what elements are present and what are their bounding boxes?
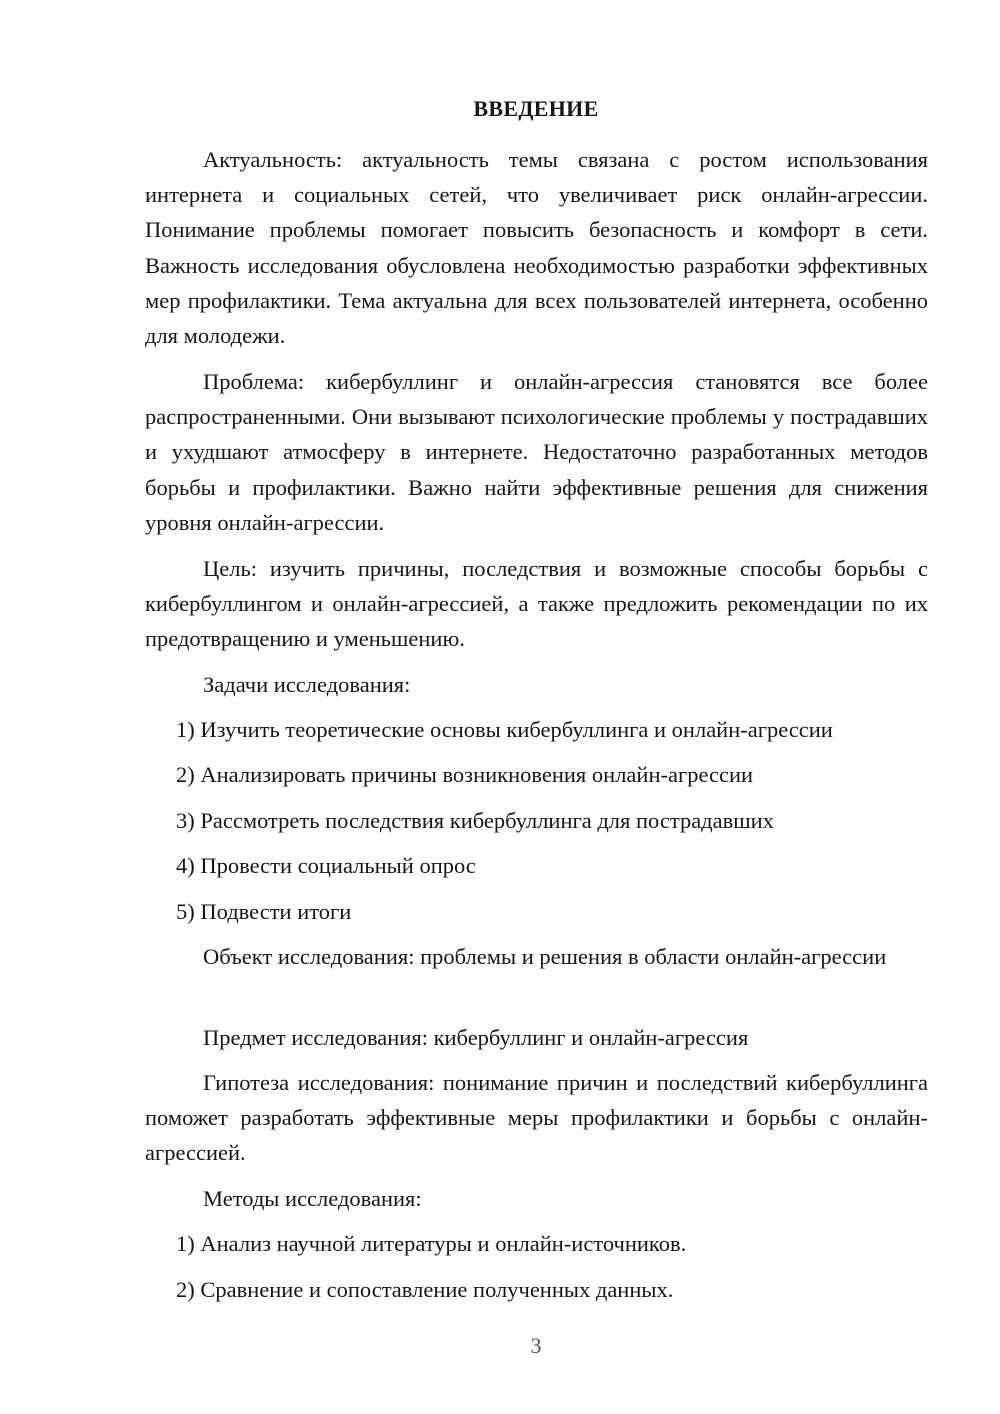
paragraph-problem: Проблема: кибербуллинг и онлайн-агрессия становятся все более распространенными. Они вызывают психологические проблемы у пострадавших и ухудшают атмосферу в интернете. Недостаточно разработанных методов борьбы и профилактики. Важно найти эффективные решения для снижения уровня онлайн-агрессии.	[145, 369, 928, 535]
paragraph-relevance: Актуальность: актуальность темы связана с ростом использования интернета и социальных сетей, что увеличивает риск онлайн-агрессии. Понимание проблемы помогает повысить безопасность и комфорт в сети. Важность исследования обусловлена необходимостью разработки эффективных мер профилактики. Тема актуальна для всех пользователей интернета, особенно для молодежи.	[145, 147, 928, 349]
list-item: 3) Рассмотреть последствия кибербуллинга для пострадавших	[176, 808, 774, 833]
paragraph-hypothesis: Гипотеза исследования: понимание причин и последствий кибербуллинга поможет разработать эффективные меры профилактики и борьбы с онлайн-агрессией.	[145, 1070, 928, 1166]
list-item: 4) Провести социальный опрос	[176, 853, 476, 878]
page-number: 3	[530, 1333, 542, 1358]
paragraph-subject: Предмет исследования: кибербуллинг и онлайн-агрессия	[203, 1025, 749, 1050]
list-item: 1) Анализ научной литературы и онлайн-источников.	[176, 1231, 687, 1256]
list-item: 2) Анализировать причины возникновения онлайн-агрессии	[176, 762, 754, 787]
list-item: 5) Подвести итоги	[176, 899, 352, 924]
list-item: 2) Сравнение и сопоставление полученных данных.	[176, 1277, 674, 1302]
paragraph-goal: Цель: изучить причины, последствия и возможные способы борьбы с кибербуллингом и онлайн-агрессией, а также предложить рекомендации по их предотвращению и уменьшению.	[145, 556, 928, 652]
methods-heading: Методы исследования:	[203, 1186, 422, 1211]
section-title: ВВЕДЕНИЕ	[473, 96, 599, 121]
list-item: 1) Изучить теоретические основы кибербуллинга и онлайн-агрессии	[176, 717, 833, 742]
tasks-heading: Задачи исследования:	[203, 672, 411, 697]
paragraph-object: Объект исследования: проблемы и решения в области онлайн-агрессии	[203, 944, 887, 969]
